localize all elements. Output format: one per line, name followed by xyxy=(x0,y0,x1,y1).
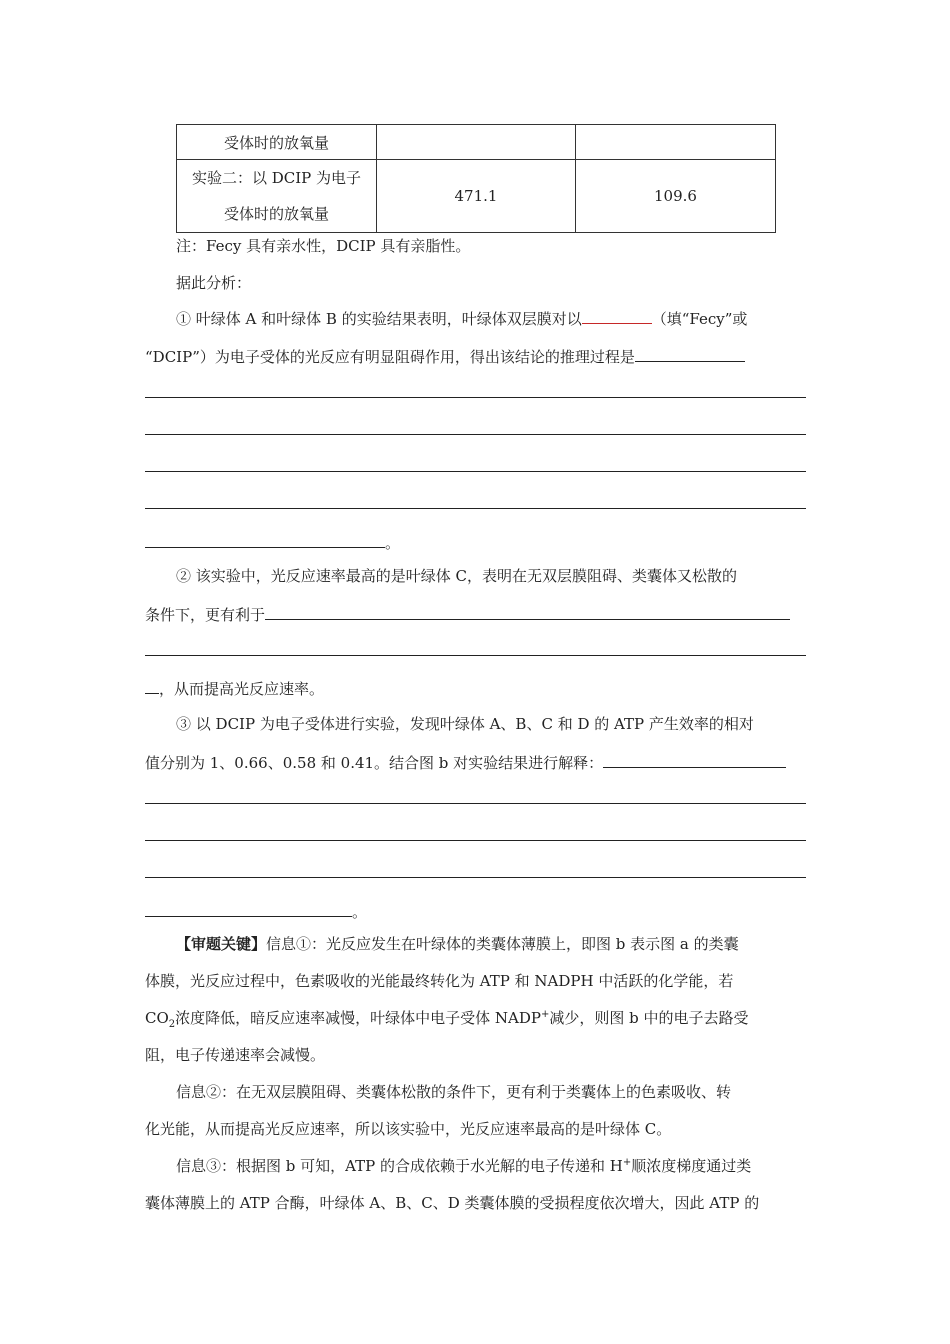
q3-text: 值分别为 1、0.66、0.58 和 0.41。结合图 b 对实验结果进行解释： xyxy=(145,754,604,772)
key-text: 信息③：根据图 b 可知，ATP 的合成依赖于水光解的电子传递和 H xyxy=(176,1157,623,1175)
answer-blank[interactable] xyxy=(635,345,745,362)
q3-line2 xyxy=(145,751,786,773)
key-p1-line3 xyxy=(145,1008,749,1028)
key-p1-line1 xyxy=(176,934,739,954)
q3-line1: ③ 以 DCIP 为电子受体进行实验，发现叶绿体 A、B、C 和 D 的 ATP 产生效率的相对 xyxy=(176,715,754,733)
q1-line1 xyxy=(176,308,747,329)
table-cell xyxy=(177,160,377,233)
answer-line[interactable] xyxy=(145,508,806,509)
key-p1-line2: 体膜，光反应过程中，色素吸收的光能最终转化为 ATP 和 NADPH 中活跃的化学能，若 xyxy=(145,972,734,990)
key-text: CO xyxy=(145,1009,169,1027)
cell-line: 实验二：以 DCIP 为电子 xyxy=(191,169,362,187)
key-p2-line2: 化光能，从而提高光反应速率，所以该实验中，光反应速率最高的是叶绿体 C。 xyxy=(145,1120,672,1138)
q1-text-b: （填“Fecy”或 xyxy=(651,310,748,328)
answer-line[interactable] xyxy=(145,877,806,878)
q2-line3 xyxy=(145,677,324,699)
key-text: 浓度降低，暗反应速率减慢，叶绿体中电子受体 NADP xyxy=(175,1009,542,1027)
key-p3-line1 xyxy=(176,1156,751,1176)
key-p2-line1: 信息②：在无双层膜阻碍、类囊体松散的条件下，更有利于类囊体上的色素吸收、转 xyxy=(176,1083,732,1101)
key-title: 【审题关键】 xyxy=(176,935,267,953)
answer-line[interactable] xyxy=(145,434,806,435)
answer-line[interactable] xyxy=(145,397,806,398)
q1-end xyxy=(145,531,400,553)
superscript: + xyxy=(622,1157,632,1168)
q2-text: ，从而提高光反应速率。 xyxy=(159,680,325,698)
key-text: 信息①：光反应发生在叶绿体的类囊体薄膜上，即图 b 表示图 a 的类囊 xyxy=(266,935,739,953)
table-cell: 受体时的放氧量 xyxy=(177,125,377,160)
answer-blank[interactable] xyxy=(265,603,790,620)
table-cell xyxy=(576,125,776,160)
q1-text-a: ① 叶绿体 A 和叶绿体 B 的实验结果表明，叶绿体双层膜对以 xyxy=(176,310,582,328)
answer-line[interactable] xyxy=(145,840,806,841)
table-row xyxy=(177,160,776,233)
key-p3-line2: 囊体薄膜上的 ATP 合酶，叶绿体 A、B、C、D 类囊体膜的受损程度依次增大，因此 ATP 的 xyxy=(145,1194,760,1212)
key-text: 减少，则图 b 中的电子去路受 xyxy=(549,1009,749,1027)
table-cell xyxy=(377,125,576,160)
answer-line[interactable] xyxy=(145,655,806,656)
table-note: 注：Fecy 具有亲水性，DCIP 具有亲脂性。 xyxy=(176,237,471,255)
q2-text: 条件下，更有利于 xyxy=(145,606,266,624)
answer-blank[interactable] xyxy=(145,900,352,917)
answer-line[interactable] xyxy=(145,471,806,472)
superscript: + xyxy=(541,1009,550,1020)
q2-line1: ② 该实验中，光反应速率最高的是叶绿体 C，表明在无双层膜阻碍、类囊体又松散的 xyxy=(176,567,738,585)
period: 。 xyxy=(352,903,368,921)
answer-blank[interactable] xyxy=(582,308,652,324)
table-row xyxy=(177,125,776,160)
answer-blank[interactable] xyxy=(603,751,786,768)
analysis-lead: 据此分析： xyxy=(176,274,252,292)
data-table xyxy=(176,124,776,233)
table-cell: 109.6 xyxy=(576,160,776,233)
q3-end xyxy=(145,900,367,922)
period: 。 xyxy=(385,534,401,552)
key-text: 顺浓度梯度通过类 xyxy=(631,1157,752,1175)
q2-line2 xyxy=(145,603,790,625)
key-p1-line4: 阻，电子传递速率会减慢。 xyxy=(145,1046,326,1064)
cell-line: 受体时的放氧量 xyxy=(223,205,329,223)
answer-blank[interactable] xyxy=(145,531,385,548)
table-cell: 471.1 xyxy=(377,160,576,233)
q1-text: “DCIP”）为电子受体的光反应有明显阻碍作用，得出该结论的推理过程是 xyxy=(145,348,635,366)
subscript: 2 xyxy=(168,1019,176,1030)
q1-line2 xyxy=(145,345,745,367)
answer-line[interactable] xyxy=(145,803,806,804)
answer-blank[interactable] xyxy=(145,677,159,694)
